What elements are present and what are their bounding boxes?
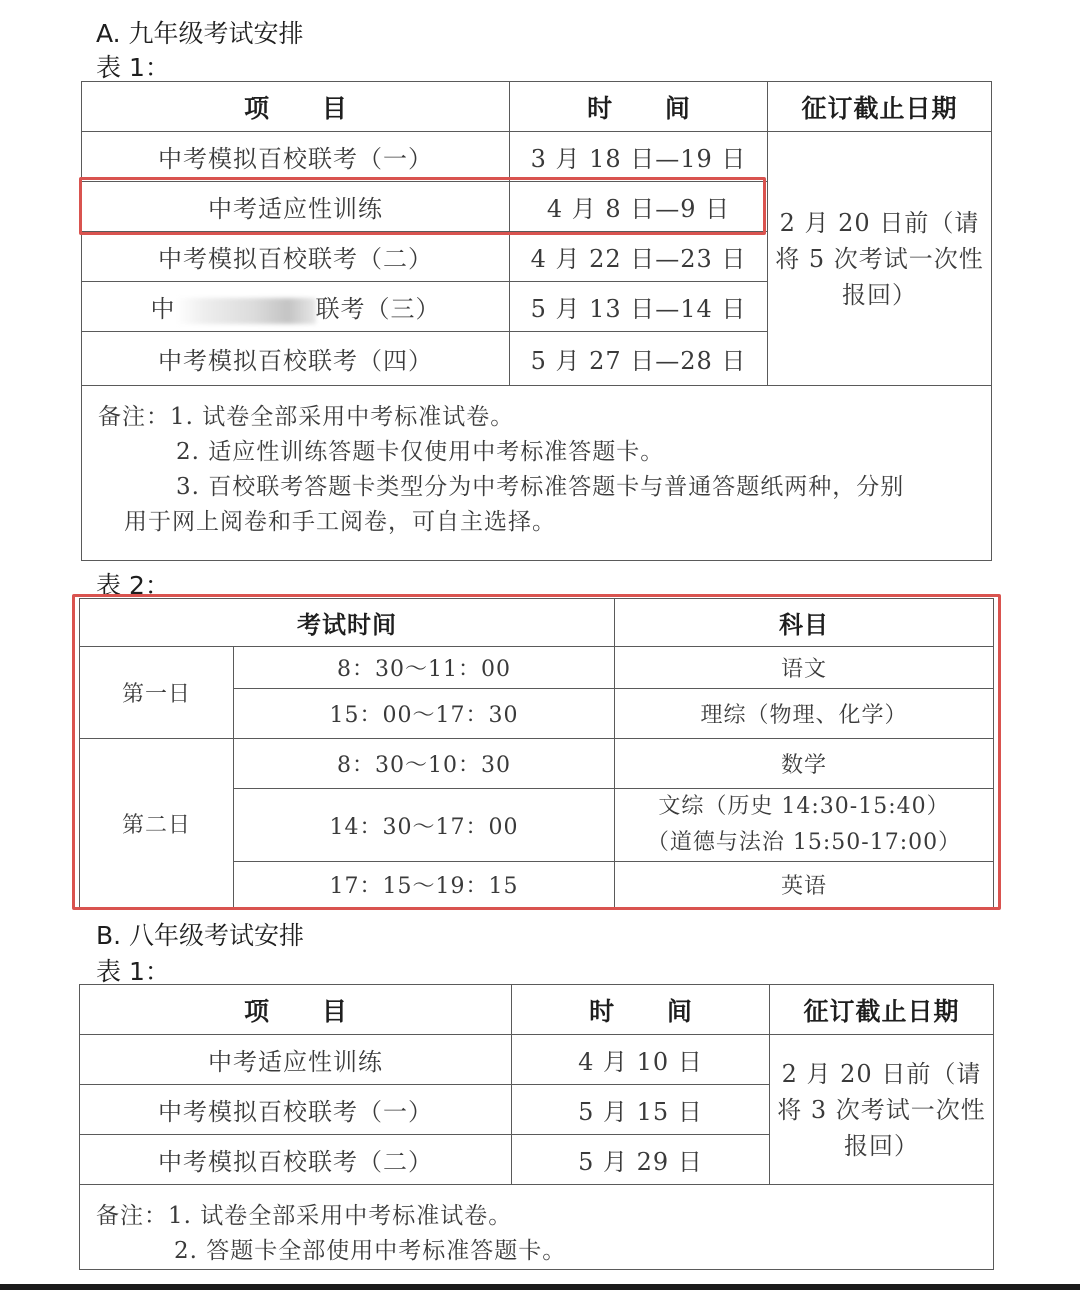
header-deadline: 征订截止日期 bbox=[768, 82, 992, 132]
grade9-timetable bbox=[79, 598, 994, 908]
exam-time: 5 月 27 日—28 日 bbox=[510, 332, 768, 386]
header-time: 时 间 bbox=[510, 82, 768, 132]
session-subject: 理综（物理、化学） bbox=[615, 689, 994, 739]
exam-item: 中考模拟百校联考（一） bbox=[80, 1085, 512, 1135]
exam-time: 4 月 10 日 bbox=[512, 1035, 770, 1085]
session-subject: 英语 bbox=[615, 862, 994, 908]
deadline-cell bbox=[768, 132, 992, 386]
exam-time: 4 月 8 日—9 日 bbox=[510, 182, 768, 232]
session-subject: 数学 bbox=[615, 739, 994, 789]
header-time: 时 间 bbox=[512, 985, 770, 1035]
deadline-text: 2 月 20 日前（请将 3 次考试一次性报回） bbox=[777, 1059, 986, 1160]
session-time: 17：15～19：15 bbox=[234, 862, 615, 908]
exam-item: 中考模拟百校联考（一） bbox=[82, 132, 510, 182]
remark-line: 3. 百校联考答题卡类型分为中考标准答题卡与普通答题纸两种，分别 bbox=[176, 474, 905, 500]
section-a-table2-label: 表 2： bbox=[96, 571, 170, 600]
table-row bbox=[82, 132, 992, 182]
exam-item: 中考模拟百校联考（二） bbox=[80, 1135, 512, 1185]
subject-line: 文综（历史 14:30-15:40） bbox=[658, 794, 950, 819]
remarks-cell bbox=[82, 386, 992, 561]
subject-line: （道德与法治 15:50-17:00） bbox=[646, 830, 962, 855]
exam-item: 中考模拟百校联考（四） bbox=[82, 332, 510, 386]
section-b-title: B. 八年级考试安排 bbox=[96, 921, 305, 950]
section-a-table1-label: 表 1： bbox=[96, 53, 170, 82]
exam-time: 5 月 13 日—14 日 bbox=[510, 282, 768, 332]
exam-item: 中考模拟百校联考（二） bbox=[82, 232, 510, 282]
exam-time: 5 月 29 日 bbox=[512, 1135, 770, 1185]
header-deadline: 征订截止日期 bbox=[770, 985, 994, 1035]
session-time: 14：30～17：00 bbox=[234, 789, 615, 862]
section-b-table1-label: 表 1： bbox=[96, 957, 170, 986]
session-time: 15：00～17：30 bbox=[234, 689, 615, 739]
session-time: 8：30～10：30 bbox=[234, 739, 615, 789]
deadline-cell bbox=[770, 1035, 994, 1185]
exam-time: 5 月 15 日 bbox=[512, 1085, 770, 1135]
remark-line: 备注：1. 试卷全部采用中考标准试卷。 bbox=[98, 404, 515, 430]
header-subject: 科目 bbox=[615, 599, 994, 647]
exam-item-redacted bbox=[82, 282, 510, 332]
grade8-schedule-table bbox=[79, 984, 994, 1270]
deadline-text: 2 月 20 日前（请将 5 次考试一次性报回） bbox=[775, 208, 984, 309]
table-row bbox=[80, 647, 994, 689]
remark-line: 2. 答题卡全部使用中考标准答题卡。 bbox=[174, 1238, 567, 1264]
remark-line: 2. 适应性训练答题卡仅使用中考标准答题卡。 bbox=[176, 439, 665, 465]
redaction-blur bbox=[176, 298, 316, 324]
bottom-edge-bar bbox=[0, 1284, 1080, 1290]
session-time: 8：30～11：00 bbox=[234, 647, 615, 689]
remark-line: 备注：1. 试卷全部采用中考标准试卷。 bbox=[96, 1203, 513, 1229]
table-row bbox=[80, 739, 994, 789]
header-item: 项 目 bbox=[80, 985, 512, 1035]
header-item: 项 目 bbox=[82, 82, 510, 132]
remark-line: 用于网上阅卷和手工阅卷，可自主选择。 bbox=[124, 509, 556, 535]
exam-item-suffix: 联考（三） bbox=[315, 295, 441, 323]
exam-time: 4 月 22 日—23 日 bbox=[510, 232, 768, 282]
header-exam-time: 考试时间 bbox=[80, 599, 615, 647]
exam-item: 中考适应性训练 bbox=[80, 1035, 512, 1085]
session-subject bbox=[615, 789, 994, 862]
day-label: 第二日 bbox=[80, 739, 234, 908]
exam-item-prefix: 中 bbox=[150, 295, 176, 323]
table-row bbox=[80, 1035, 994, 1085]
day-label: 第一日 bbox=[80, 647, 234, 739]
session-subject: 语文 bbox=[615, 647, 994, 689]
grade9-schedule-table bbox=[81, 81, 992, 561]
section-a-title: A. 九年级考试安排 bbox=[96, 19, 304, 48]
exam-time: 3 月 18 日—19 日 bbox=[510, 132, 768, 182]
remarks-cell bbox=[80, 1185, 994, 1270]
exam-item: 中考适应性训练 bbox=[82, 182, 510, 232]
